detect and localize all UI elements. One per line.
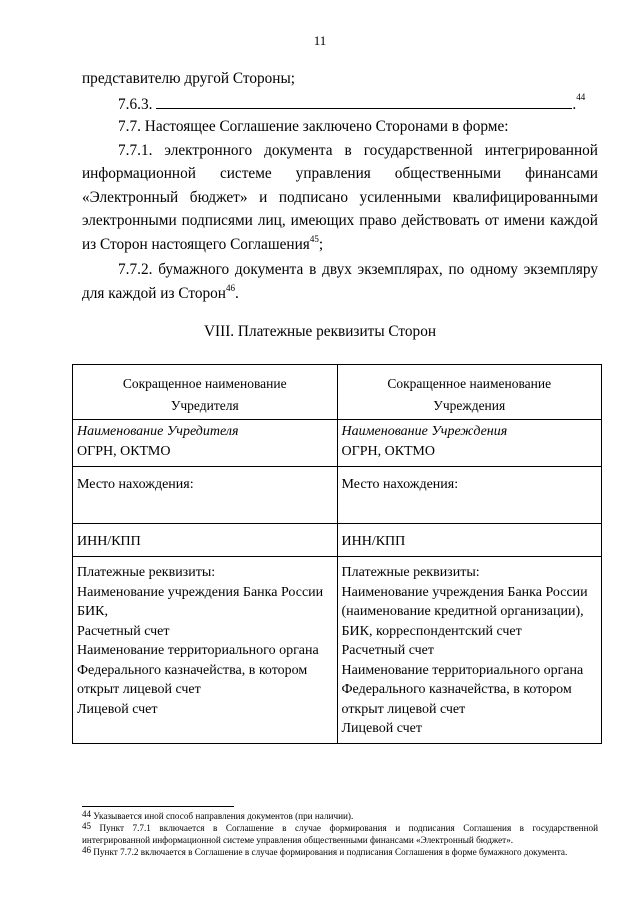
cell-text: ОГРН, ОКТМО <box>77 444 171 459</box>
footnote-divider <box>82 806 234 807</box>
cell-text: Наименование Учреждения <box>341 424 508 439</box>
table-cell <box>337 420 602 467</box>
cell-text: Федерального казначейства, в котором <box>77 662 308 678</box>
cell-text: ОГРН, ОКТМО <box>341 444 435 459</box>
text-span: для каждой из Сторон <box>82 285 226 302</box>
cell-text: Наименование территориального органа <box>77 643 319 658</box>
footnote-45-cont <box>82 835 598 847</box>
cell-text: Платежные реквизиты: <box>77 565 216 580</box>
table-cell <box>337 524 602 557</box>
clause-7-6-3: 7.6.3. .$^{44}$ <box>118 92 586 113</box>
cell-text: Федерального казначейства, в котором <box>341 682 572 697</box>
blank-line <box>156 94 572 109</box>
footnote-text: интегрированной информационной системе управления общественными финансами «Электронный бюджет». <box>82 835 514 845</box>
text-span: ; <box>318 236 324 253</box>
text-span: «Электронный бюджет» и подписано усиленными квалифицированными <box>82 189 598 206</box>
cell-text: Расчетный счет <box>341 643 435 658</box>
table-row <box>73 524 602 557</box>
footnote-number: 44 <box>82 809 91 819</box>
payment-details-table <box>72 364 602 744</box>
cell-text: Платежные реквизиты: <box>341 565 480 580</box>
text-span: 7.7.2. бумажного документа в двух экземплярах, по одному экземпляру <box>118 261 598 278</box>
clause-7-7-1-line <box>82 189 598 207</box>
clause-7-7 <box>82 118 598 136</box>
footnote-text: Указывается иной способ направления документов (при наличии). <box>91 811 354 821</box>
cell-text: Наименование территориального органа <box>341 662 584 678</box>
text-line <box>82 70 598 88</box>
cell-text: (наименование кредитной организации), <box>341 604 584 619</box>
cell-text: Учреждения <box>433 398 506 413</box>
table-row <box>73 365 602 420</box>
footnote-44 <box>82 811 598 823</box>
cell-text: БИК, корреспондентский счет <box>341 623 522 639</box>
cell-text: ИНН/КПП <box>77 534 141 549</box>
footnote-text: Пункт 7.7.1 включается в Соглашение в случае формирования и подписания Соглашения в государственной <box>91 823 598 833</box>
footnote-ref: 46 <box>225 283 235 293</box>
footnote-ref: 45 <box>309 234 319 244</box>
text-span: . <box>234 285 239 302</box>
cell-text: Наименование учреждения Банка России <box>77 584 324 600</box>
cell-text: открыт лицевой счет <box>341 701 466 717</box>
table-cell <box>73 524 338 557</box>
clause-7-7-1-line <box>82 142 598 160</box>
cell-text: Лицевой счет <box>341 721 423 736</box>
cell-text: Расчетный счет <box>77 623 170 639</box>
text-span: 7.7.1. электронного документа в государственной интегрированной <box>118 142 598 159</box>
cell-text: Место нахождения: <box>77 477 194 492</box>
cell-text: Место нахождения: <box>341 477 459 492</box>
page-number: 11 <box>313 33 327 48</box>
cell-text: Учредителя <box>170 398 239 413</box>
clause-7-7-2-line <box>82 285 598 303</box>
clause-number: 7.6.3. <box>118 96 153 113</box>
table-cell <box>73 420 338 467</box>
table-row <box>73 557 602 744</box>
clause-7-7-1-line <box>82 165 598 183</box>
text-span: представителю другой Стороны; <box>82 70 295 87</box>
table-cell <box>73 467 338 524</box>
cell-text: Наименование Учредителя <box>77 424 239 439</box>
cell-text: БИК, <box>77 604 108 619</box>
footnote-text: Пункт 7.7.2 включается в Соглашение в случае формирования и подписания Соглашения в форме бумажного документа. <box>91 847 568 857</box>
header-cell-institution <box>337 365 602 420</box>
footnote-number: 45 <box>82 821 91 831</box>
table-row <box>73 420 602 467</box>
clause-7-7-2-line <box>82 261 598 279</box>
cell-text: Наименование учреждения Банка России <box>341 584 588 600</box>
text-span: 7.7. Настоящее Соглашение заключено Сторонами в форме: <box>118 118 509 135</box>
section-title: VIII. Платежные реквизиты Сторон <box>203 323 437 340</box>
table-cell <box>337 557 602 744</box>
cell-text: ИНН/КПП <box>341 534 406 549</box>
clause-7-7-1-line <box>82 236 598 254</box>
footnote-45 <box>82 823 598 835</box>
header-cell-founder <box>73 365 338 420</box>
cell-text: открыт лицевой счет <box>77 682 201 697</box>
cell-text: Сокращенное наименование <box>122 376 287 391</box>
cell-text: Лицевой счет <box>77 701 158 717</box>
clause-7-7-1-line <box>82 212 598 230</box>
footnote-46 <box>82 847 598 859</box>
cell-text: Сокращенное наименование <box>387 376 552 391</box>
footnote-ref: 44 <box>576 92 586 102</box>
table-cell <box>337 467 602 524</box>
text-span: информационной системе управления общественными финансами <box>82 165 598 182</box>
footnote-number: 46 <box>82 845 91 855</box>
text-span: электронными подписями лиц, имеющих право действовать от имени каждой <box>82 212 598 229</box>
table-row <box>73 467 602 524</box>
table-cell <box>73 557 338 744</box>
text-span: из Сторон настоящего Соглашения <box>82 236 310 253</box>
